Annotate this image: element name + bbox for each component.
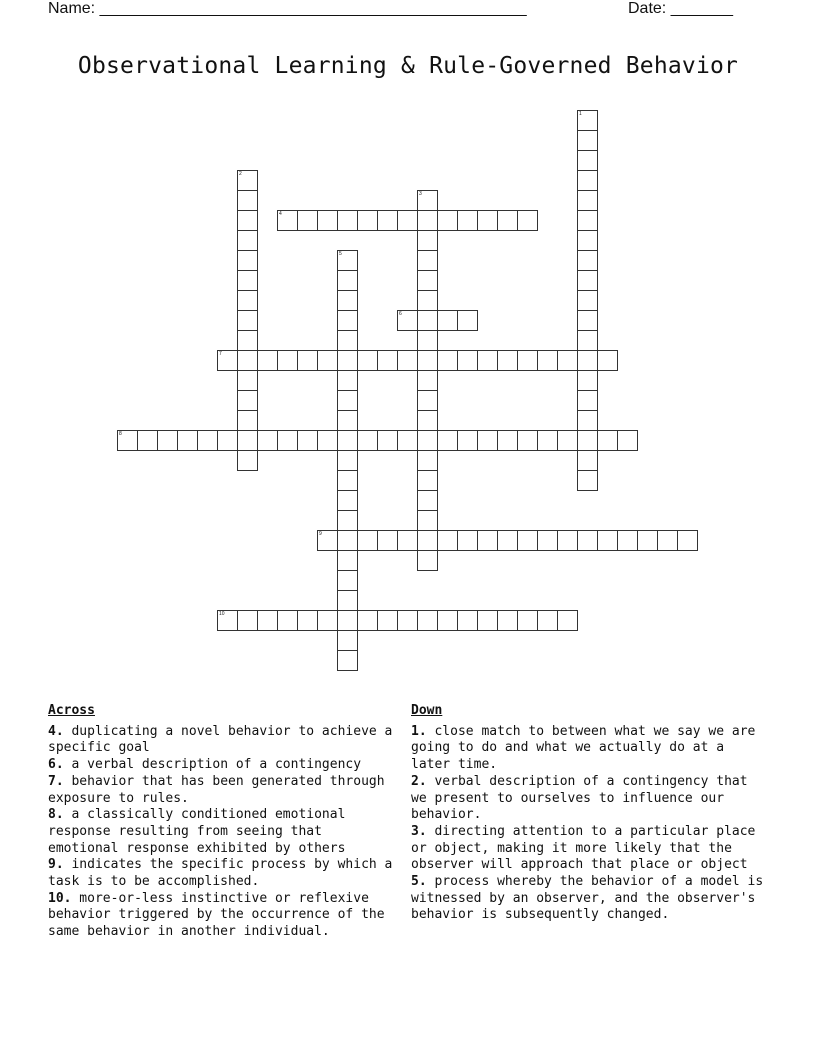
crossword-cell[interactable] — [577, 330, 598, 351]
crossword-cell[interactable] — [337, 550, 358, 571]
across-clue — [48, 857, 400, 890]
down-heading: Down — [411, 703, 443, 718]
crossword-cell[interactable] — [277, 430, 298, 451]
crossword-cell[interactable] — [337, 530, 358, 551]
crossword-cell[interactable] — [417, 250, 438, 271]
clue-number: 10 — [219, 611, 225, 617]
crossword-cell[interactable] — [237, 210, 258, 231]
crossword-cell[interactable] — [417, 270, 438, 291]
crossword-cell[interactable] — [357, 210, 378, 231]
crossword-cell[interactable] — [657, 530, 678, 551]
clue-number: 9 — [319, 531, 322, 537]
crossword-cell[interactable] — [517, 430, 538, 451]
crossword-cell[interactable] — [357, 530, 378, 551]
crossword-cell[interactable] — [437, 610, 458, 631]
date-field[interactable]: Date: _______ — [628, 0, 733, 17]
crossword-cell[interactable] — [237, 330, 258, 351]
crossword-cell[interactable] — [237, 290, 258, 311]
crossword-cell[interactable] — [337, 310, 358, 331]
crossword-cell[interactable] — [417, 470, 438, 491]
crossword-cell[interactable] — [577, 430, 598, 451]
clue-number: 2 — [239, 171, 242, 177]
crossword-cell[interactable] — [417, 550, 438, 571]
crossword-cell[interactable] — [237, 250, 258, 271]
clue-text: more-or-less instinctive or reflexive behavior triggered by the occurrence of the same behavior in another individual. — [48, 890, 385, 940]
crossword-cell[interactable] — [237, 190, 258, 211]
clue-text: close match to between what we say we are going to do and what we actually do at a later time. — [411, 723, 756, 773]
crossword-cell[interactable] — [237, 170, 258, 191]
clue-number-label: 5. — [411, 874, 427, 890]
clue-text: indicates the specific process by which a task is to be accomplished. — [48, 857, 393, 890]
crossword-cell[interactable] — [337, 470, 358, 491]
crossword-cell[interactable] — [577, 290, 598, 311]
crossword-cell[interactable] — [337, 250, 358, 271]
across-clues — [48, 703, 400, 941]
crossword-cell[interactable] — [337, 510, 358, 531]
crossword-cell[interactable] — [557, 610, 578, 631]
crossword-cell[interactable] — [417, 370, 438, 391]
crossword-cell[interactable] — [517, 350, 538, 371]
crossword-cell[interactable] — [257, 610, 278, 631]
crossword-cell[interactable] — [477, 210, 498, 231]
crossword-cell[interactable] — [317, 430, 338, 451]
across-clue — [48, 774, 400, 807]
crossword-cell[interactable] — [577, 170, 598, 191]
clue-number: 5 — [339, 251, 342, 257]
crossword-cell[interactable] — [537, 610, 558, 631]
crossword-cell[interactable] — [337, 270, 358, 291]
crossword-cell[interactable] — [337, 490, 358, 511]
across-clue — [48, 757, 400, 774]
crossword-cell[interactable] — [297, 210, 318, 231]
crossword-cell[interactable] — [237, 610, 258, 631]
down-clue — [411, 824, 767, 874]
crossword-cell[interactable] — [577, 390, 598, 411]
crossword-cell[interactable] — [337, 430, 358, 451]
crossword-cell[interactable] — [577, 450, 598, 471]
crossword-cell[interactable] — [357, 350, 378, 371]
crossword-cell[interactable] — [577, 230, 598, 251]
crossword-cell[interactable] — [337, 630, 358, 651]
crossword-cell[interactable] — [457, 210, 478, 231]
clue-number-label: 1. — [411, 723, 427, 739]
crossword-cell[interactable] — [577, 310, 598, 331]
crossword-cell[interactable] — [457, 530, 478, 551]
crossword-cell[interactable] — [677, 530, 698, 551]
clue-number-label: 10. — [48, 890, 72, 906]
crossword-cell[interactable] — [237, 410, 258, 431]
crossword-cell[interactable] — [237, 450, 258, 471]
crossword-cell[interactable] — [397, 310, 418, 331]
crossword-cell[interactable] — [237, 350, 258, 371]
crossword-cell[interactable] — [437, 350, 458, 371]
crossword-cell[interactable] — [417, 530, 438, 551]
crossword-cell[interactable] — [517, 210, 538, 231]
crossword-cell[interactable] — [417, 230, 438, 251]
clue-text: process whereby the behavior of a model is witnessed by an observer, and the observer's behavior is subsequently changed. — [411, 874, 764, 923]
clue-number-label: 3. — [411, 823, 427, 839]
crossword-cell[interactable] — [217, 610, 238, 631]
crossword-cell[interactable] — [237, 230, 258, 251]
crossword-cell[interactable] — [417, 450, 438, 471]
crossword-cell[interactable] — [357, 610, 378, 631]
crossword-cell[interactable] — [537, 350, 558, 371]
crossword-cell[interactable] — [417, 610, 438, 631]
clue-text: behavior that has been generated through exposure to rules. — [48, 773, 385, 806]
clue-number: 6 — [399, 311, 402, 317]
down-clue — [411, 874, 767, 924]
clue-number: 7 — [219, 351, 222, 357]
crossword-cell[interactable] — [337, 450, 358, 471]
crossword-cell[interactable] — [237, 310, 258, 331]
crossword-cell[interactable] — [417, 290, 438, 311]
crossword-cell[interactable] — [317, 350, 338, 371]
crossword-cell[interactable] — [377, 530, 398, 551]
crossword-cell[interactable] — [337, 350, 358, 371]
crossword-cell[interactable] — [617, 430, 638, 451]
down-clues — [411, 703, 767, 924]
crossword-cell[interactable] — [217, 350, 238, 371]
crossword-cell[interactable] — [597, 530, 618, 551]
crossword-cell[interactable] — [337, 610, 358, 631]
crossword-cell[interactable] — [277, 350, 298, 371]
clue-number-label: 7. — [48, 773, 64, 789]
crossword-cell[interactable] — [417, 490, 438, 511]
crossword-cell[interactable] — [317, 210, 338, 231]
crossword-cell[interactable] — [257, 430, 278, 451]
crossword-cell[interactable] — [417, 430, 438, 451]
clue-text: directing attention to a particular place or object, making it more likely that the observer will approach that place or object — [411, 823, 756, 873]
crossword-cell[interactable] — [197, 430, 218, 451]
crossword-cell[interactable] — [577, 370, 598, 391]
crossword-cell[interactable] — [417, 350, 438, 371]
crossword-cell[interactable] — [577, 250, 598, 271]
crossword-cell[interactable] — [557, 430, 578, 451]
crossword-cell[interactable] — [497, 210, 518, 231]
down-clue — [411, 724, 767, 774]
clue-number-label: 2. — [411, 773, 427, 789]
crossword-cell[interactable] — [157, 430, 178, 451]
crossword-cell[interactable] — [437, 530, 458, 551]
crossword-cell[interactable] — [597, 430, 618, 451]
crossword-cell[interactable] — [277, 610, 298, 631]
crossword-cell[interactable] — [337, 650, 358, 671]
clue-number-label: 8. — [48, 807, 64, 823]
crossword-cell[interactable] — [477, 350, 498, 371]
crossword-cell[interactable] — [417, 210, 438, 231]
clue-number-label: 9. — [48, 857, 64, 873]
crossword-cell[interactable] — [237, 270, 258, 291]
crossword-cell[interactable] — [337, 390, 358, 411]
crossword-cell[interactable] — [397, 610, 418, 631]
crossword-cell[interactable] — [337, 330, 358, 351]
crossword-cell[interactable] — [577, 150, 598, 171]
crossword-cell[interactable] — [177, 430, 198, 451]
crossword-cell[interactable] — [117, 430, 138, 451]
crossword-cell[interactable] — [297, 430, 318, 451]
crossword-cell[interactable] — [577, 470, 598, 491]
clue-text: a verbal description of a contingency — [63, 757, 362, 773]
crossword-cell[interactable] — [137, 430, 158, 451]
crossword-cell[interactable] — [477, 430, 498, 451]
crossword-cell[interactable] — [477, 530, 498, 551]
crossword-cell[interactable] — [577, 190, 598, 211]
crossword-cell[interactable] — [217, 430, 238, 451]
clue-number-label: 4. — [48, 723, 64, 739]
crossword-cell[interactable] — [337, 570, 358, 591]
clue-text: duplicating a novel behavior to achieve a specific goal — [48, 723, 393, 756]
crossword-cell[interactable] — [297, 610, 318, 631]
crossword-cell[interactable] — [497, 430, 518, 451]
crossword-cell[interactable] — [297, 350, 318, 371]
crossword-cell[interactable] — [337, 590, 358, 611]
crossword-cell[interactable] — [317, 610, 338, 631]
across-clue — [48, 724, 400, 757]
crossword-cell[interactable] — [457, 430, 478, 451]
clue-number: 1 — [579, 111, 582, 117]
crossword-cell[interactable] — [237, 390, 258, 411]
crossword-cell[interactable] — [397, 530, 418, 551]
crossword-cell[interactable] — [577, 350, 598, 371]
crossword-cell[interactable] — [577, 530, 598, 551]
crossword-cell[interactable] — [617, 530, 638, 551]
crossword-cell[interactable] — [377, 430, 398, 451]
crossword-cell[interactable] — [597, 350, 618, 371]
crossword-cell[interactable] — [377, 350, 398, 371]
clue-number: 8 — [119, 431, 122, 437]
crossword-cell[interactable] — [637, 530, 658, 551]
crossword-cell[interactable] — [577, 130, 598, 151]
crossword-cell[interactable] — [437, 210, 458, 231]
crossword-cell[interactable] — [337, 370, 358, 391]
crossword-cell[interactable] — [237, 430, 258, 451]
across-heading: Across — [48, 703, 95, 718]
crossword-cell[interactable] — [537, 530, 558, 551]
crossword-cell[interactable] — [577, 210, 598, 231]
crossword-cell[interactable] — [457, 350, 478, 371]
crossword-cell[interactable] — [457, 610, 478, 631]
crossword-cell[interactable] — [497, 530, 518, 551]
across-clue — [48, 807, 400, 857]
crossword-cell[interactable] — [377, 210, 398, 231]
clue-number: 4 — [279, 211, 282, 217]
crossword-cell[interactable] — [497, 350, 518, 371]
crossword-cell[interactable] — [257, 350, 278, 371]
down-clue — [411, 774, 767, 824]
crossword-cell[interactable] — [417, 410, 438, 431]
crossword-cell[interactable] — [437, 310, 458, 331]
crossword-cell[interactable] — [397, 350, 418, 371]
across-clue — [48, 891, 400, 941]
crossword-cell[interactable] — [457, 310, 478, 331]
crossword-cell[interactable] — [577, 270, 598, 291]
crossword-cell[interactable] — [377, 610, 398, 631]
crossword-cell[interactable] — [337, 210, 358, 231]
crossword-cell[interactable] — [237, 370, 258, 391]
crossword-cell[interactable] — [417, 510, 438, 531]
crossword-cell[interactable] — [577, 410, 598, 431]
crossword-cell[interactable] — [417, 390, 438, 411]
crossword-cell[interactable] — [557, 530, 578, 551]
crossword-cell[interactable] — [317, 530, 338, 551]
clue-text: verbal description of a contingency that we present to ourselves to influence our behavior. — [411, 773, 748, 823]
crossword-cell[interactable] — [277, 210, 298, 231]
crossword-cell[interactable] — [477, 610, 498, 631]
crossword-cell[interactable] — [417, 310, 438, 331]
crossword-cell[interactable] — [517, 530, 538, 551]
crossword-cell[interactable] — [497, 610, 518, 631]
crossword-cell[interactable] — [577, 110, 598, 131]
crossword-cell[interactable] — [397, 430, 418, 451]
clue-text: a classically conditioned emotional response resulting from seeing that emotional response exhibited by others — [48, 807, 346, 856]
crossword-cell[interactable] — [417, 330, 438, 351]
page-title: Observational Learning & Rule-Governed Behavior — [77, 53, 739, 79]
crossword-cell[interactable] — [357, 430, 378, 451]
clue-number-label: 6. — [48, 757, 64, 773]
name-field[interactable]: Name: ________________________________________________ — [48, 0, 527, 17]
crossword-cell[interactable] — [397, 210, 418, 231]
crossword-cell[interactable] — [537, 430, 558, 451]
crossword-cell[interactable] — [557, 350, 578, 371]
crossword-cell[interactable] — [517, 610, 538, 631]
crossword-cell[interactable] — [437, 430, 458, 451]
clue-number: 3 — [419, 191, 422, 197]
crossword-cell[interactable] — [337, 290, 358, 311]
crossword-cell[interactable] — [337, 410, 358, 431]
crossword-cell[interactable] — [417, 190, 438, 211]
